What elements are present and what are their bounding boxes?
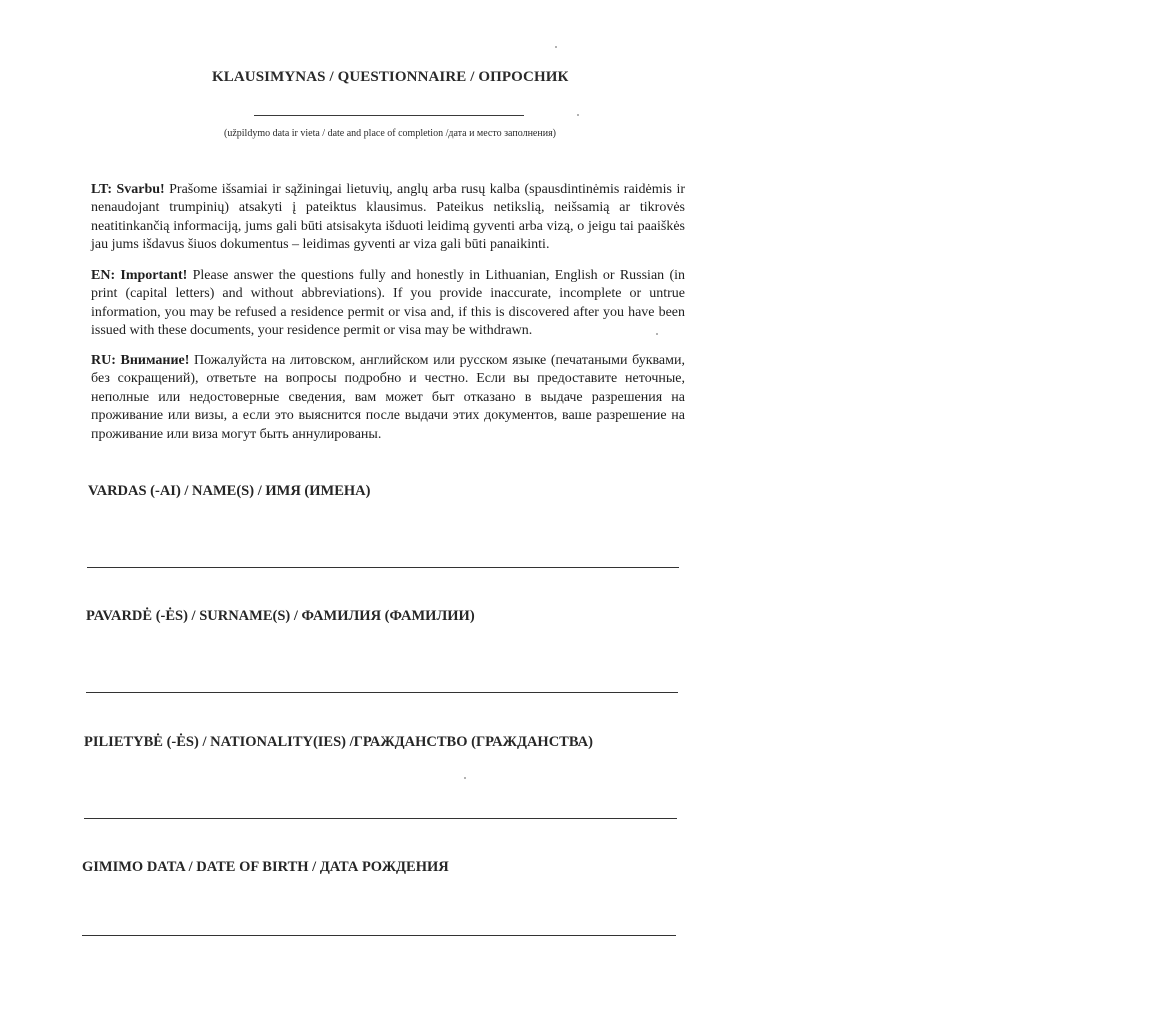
birth-date-input-line[interactable] — [82, 935, 676, 936]
instruction-lt-lead: LT: Svarbu! — [91, 182, 165, 197]
names-input-line[interactable] — [87, 567, 679, 568]
scan-speck — [555, 46, 557, 48]
instruction-ru — [91, 352, 685, 444]
scan-speck — [656, 333, 658, 335]
surnames-input-line[interactable] — [86, 692, 678, 693]
instruction-en — [91, 267, 685, 341]
scan-speck — [577, 114, 579, 116]
instruction-lt-text: Prašome išsamiai ir sąžiningai lietuvių, anglų arba rusų kalba (spausdintinėmis raidėmis ir nenaudojant trumpinių) atsakyti į pateiktus klausimus. Pateikus netikslią, neišsamią ar tikrovės neatitinkančią informaciją, jums gali būti atsisakyta išduoti leidimą gyventi arba vizą, o jeigu tai paaiškės jau jums išdavus šiuos dokumentus – leidimas gyventi ar viza gali būti panaikinti. — [91, 182, 685, 253]
nationality-input-line[interactable] — [84, 818, 677, 819]
instruction-en-text: Please answer the questions fully and honestly in Lithuanian, English or Russian (in print (capital letters) and without abbreviations). If you provide inaccurate, incomplete or untrue information, you may be refused a residence permit or visa and, if this is discovered after you have been issued with these documents, your residence permit or visa may be withdrawn. — [91, 268, 686, 339]
date-place-input-line[interactable] — [254, 115, 524, 116]
surnames-label: PAVARDĖ (-ĖS) / SURNAME(S) / ФАМИЛИЯ (ФАМИЛИИ) — [86, 608, 475, 624]
page-title: KLAUSIMYNAS / QUESTIONNAIRE / ОПРОСНИК — [212, 69, 569, 85]
nationality-label: PILIETYBĖ (-ĖS) / NATIONALITY(IES) /ГРАЖДАНСТВО (ГРАЖДАНСТВА) — [84, 734, 593, 750]
instruction-lt — [91, 181, 685, 255]
birth-date-label: GIMIMO DATA / DATE OF BIRTH / ДАТА РОЖДЕНИЯ — [82, 859, 449, 875]
names-label: VARDAS (-AI) / NAME(S) / ИМЯ (ИМЕНА) — [88, 483, 371, 499]
date-place-caption: (užpildymo data ir vieta / date and place of completion /дата и место заполнения) — [224, 128, 556, 139]
instruction-ru-lead: RU: Внимание! — [91, 353, 190, 368]
instruction-ru-text: Пожалуйста на литовском, английском или русском языке (печатаными буквами, без сокращений), ответьте на вопросы подробно и честно. Если вы предоставите неточные, неполные или недостоверные сведения, вам может быт отказано в выдаче разрешения на проживание или визы, а если это выяснится после выдачи этих документов, ваше разрешение на проживание или виза могут быть аннулированы. — [91, 353, 685, 442]
scan-speck — [464, 777, 466, 779]
instruction-en-lead: EN: Important! — [91, 268, 188, 283]
